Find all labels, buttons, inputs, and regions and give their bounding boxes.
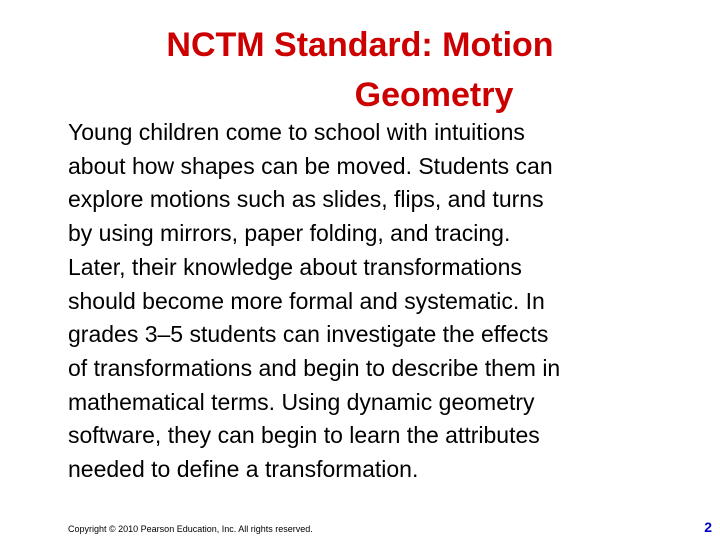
body-line: software, they can begin to learn the attributes [68, 422, 540, 449]
body-line: by using mirrors, paper folding, and tracing. [68, 220, 511, 247]
body-line: about how shapes can be moved. Students can [68, 152, 553, 179]
body-line: grades 3–5 students can investigate the effects [68, 321, 549, 348]
slide-title-line-2: Geometry [354, 76, 514, 114]
body-line: mathematical terms. Using dynamic geometry [68, 388, 535, 415]
slide-body-text [68, 116, 688, 487]
copyright-footer: Copyright © 2010 Pearson Education, Inc. All rights reserved. [68, 524, 313, 534]
slide-title [100, 20, 620, 120]
body-line: explore motions such as slides, flips, and turns [68, 186, 544, 213]
body-line: Young children come to school with intuitions [68, 119, 525, 145]
body-line: Later, their knowledge about transformations [68, 253, 522, 280]
page-number: 2 [704, 519, 712, 535]
body-line: needed to define a transformation. [68, 456, 419, 483]
body-line: of transformations and begin to describe them in [68, 354, 561, 381]
body-line: should become more formal and systematic. In [68, 287, 545, 314]
slide-title-line-1: NCTM Standard: Motion [166, 26, 554, 64]
